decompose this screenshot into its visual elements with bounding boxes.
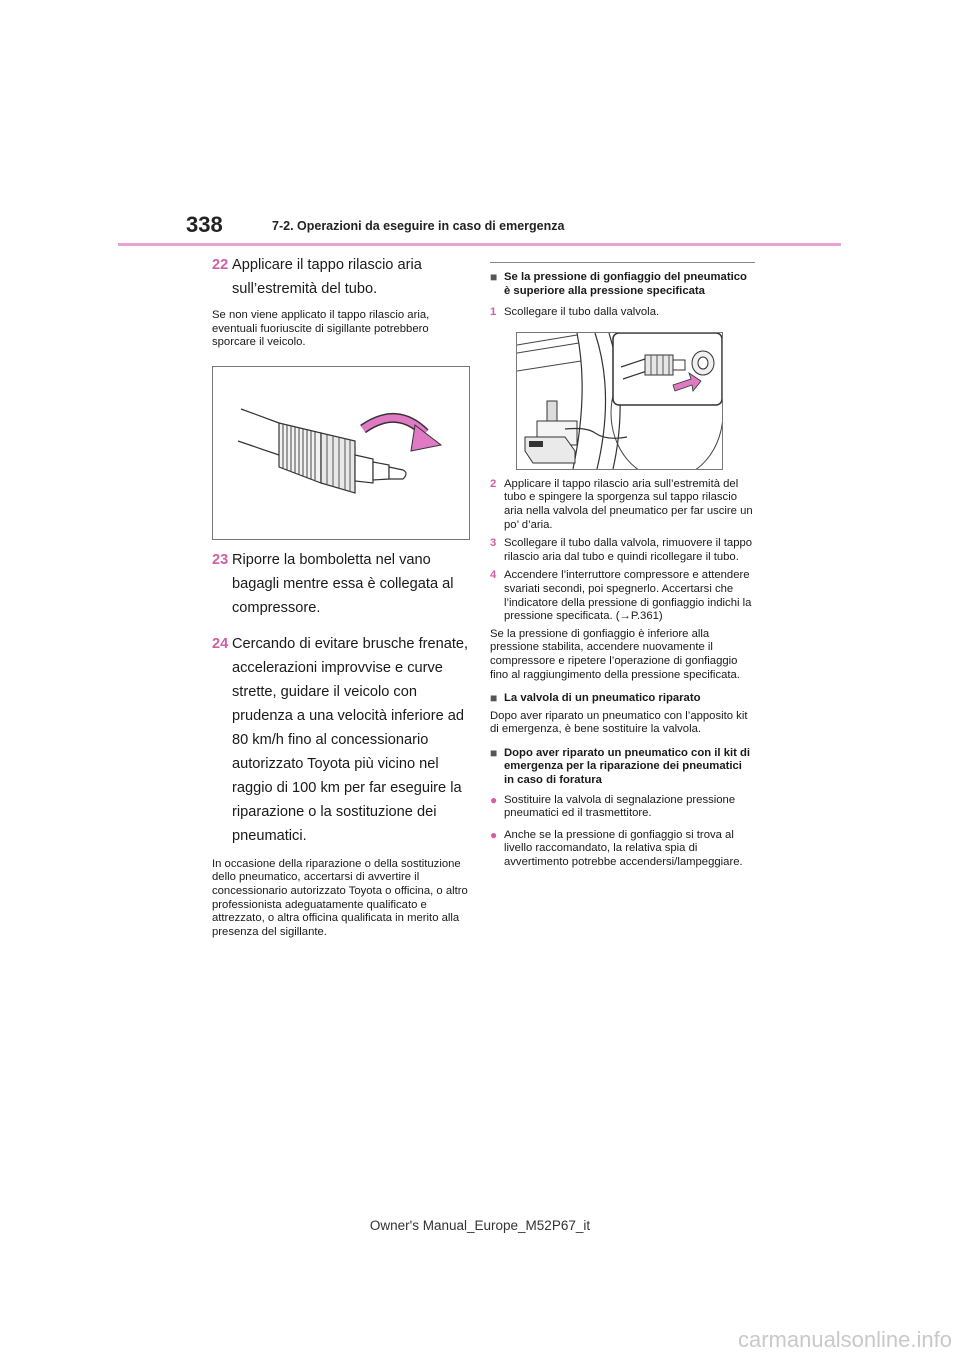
step-1 [490, 306, 755, 320]
step-number: 4 [490, 569, 497, 582]
step-2 [490, 478, 755, 532]
step-number: 22 [212, 257, 229, 273]
hose-cap-illustration [213, 367, 469, 539]
paragraph-pressure-low: Se la pressione di gonfiaggio è inferiore alla pressione stabilita, accendere nuovamente il compressore e ripetere l’operazione di gonfiaggio fino al raggiungimento della pressione specificata. [490, 627, 740, 681]
right-column [490, 262, 755, 870]
heading-repaired-valve [490, 692, 755, 706]
bullet-text: Anche se la pressione di gonfiaggio si trova al livello raccomandato, la relativa spia di avvertimento potrebbe accendersi/lampeggiare. [504, 828, 743, 869]
step-text: Scollegare il tubo dalla valvola, rimuovere il tappo rilascio aria dal tubo e quindi ricollegare il tubo. [504, 537, 753, 563]
step-number: 3 [490, 537, 497, 550]
step-number: 2 [490, 477, 497, 490]
column-rule [490, 262, 755, 263]
heading-after-repair [490, 747, 755, 788]
note-24: In occasione della riparazione o della sostituzione dello pneumatico, accertarsi di avvertire il concessionario autorizzato Toyota o officina, o altro professionista adeguatamente qualificato e attrezzato, o altra officina qualificata in merito alla presenza del sigillante. [212, 857, 468, 938]
header-rule [118, 243, 841, 246]
heading-text: Dopo aver riparato un pneumatico con il kit di emergenza per la riparazione dei pneumatici in caso di foratura [504, 746, 751, 787]
watermark: carmanualsonline.info [737, 1327, 952, 1352]
bullet-item [490, 829, 755, 870]
footer-manual-id: Owner's Manual_Europe_M52P67_it [369, 1218, 591, 1233]
section-title: 7-2. Operazioni da eseguire in caso di emergenza [272, 219, 565, 233]
step-text: Cercando di evitare brusche frenate, accelerazioni improvvise e curve strette, guidare il veicolo con prudenza a una velocità inferiore ad 80 km/h fino al concessionario autorizzato Toyota più vicino nel raggio di 100 km per far eseguire la riparazione o la sostituzione dei pneumatici. [232, 635, 469, 844]
step-text: Applicare il tappo rilascio aria sull’estremità del tubo e spingere la sporgenza sul tappo rilascio aria nella valvola del pneumatico per far uscire un po’ d’aria. [504, 477, 753, 531]
figure-hose-cap [212, 366, 470, 540]
circle-bullet-icon: ● [490, 792, 498, 807]
heading-pressure-too-high [490, 271, 755, 298]
bullet-item [490, 794, 755, 821]
circle-bullet-icon: ● [490, 827, 498, 842]
heading-text: La valvola di un pneumatico riparato [504, 692, 701, 705]
step-3 [490, 537, 755, 564]
square-bullet-icon: ■ [490, 691, 498, 706]
step-text: Accendere l’interruttore compressore e attendere svariati secondi, poi spegnerlo. Accertarsi che l’indicatore della pressione di gonfiaggio indichi la pressione specificata. (→P.361) [504, 569, 752, 623]
step-text: Scollegare il tubo dalla valvola. [504, 306, 660, 319]
step-number: 23 [212, 551, 229, 568]
step-22 [212, 253, 470, 301]
step-number: 24 [212, 635, 229, 652]
step-text: Applicare il tappo rilascio aria sull’estremità del tubo. [232, 257, 422, 297]
paragraph-replace-valve: Dopo aver riparato un pneumatico con l’apposito kit di emergenza, è bene sostituire la valvola. [490, 709, 748, 736]
page-number: 338 [186, 212, 223, 237]
left-column [212, 253, 470, 939]
heading-text: Se la pressione di gonfiaggio del pneumatico è superiore alla pressione specificata [504, 271, 747, 297]
figure-valve-disconnect [516, 332, 723, 470]
square-bullet-icon: ■ [490, 270, 498, 284]
step-24 [212, 632, 470, 848]
note-22: Se non viene applicato il tappo rilascio aria, eventuali fuoriuscite di sigillante potrebbero sporcare il veicolo. [212, 309, 430, 349]
square-bullet-icon: ■ [490, 745, 498, 760]
step-4 [490, 569, 755, 623]
valve-illustration [517, 333, 722, 469]
bullet-text: Sostituire la valvola di segnalazione pressione pneumatici ed il trasmettitore. [504, 793, 736, 820]
step-text: Riporre la bomboletta nel vano bagagli mentre essa è collegata al compressore. [232, 551, 454, 616]
step-23 [212, 548, 470, 620]
step-number: 1 [490, 306, 497, 319]
